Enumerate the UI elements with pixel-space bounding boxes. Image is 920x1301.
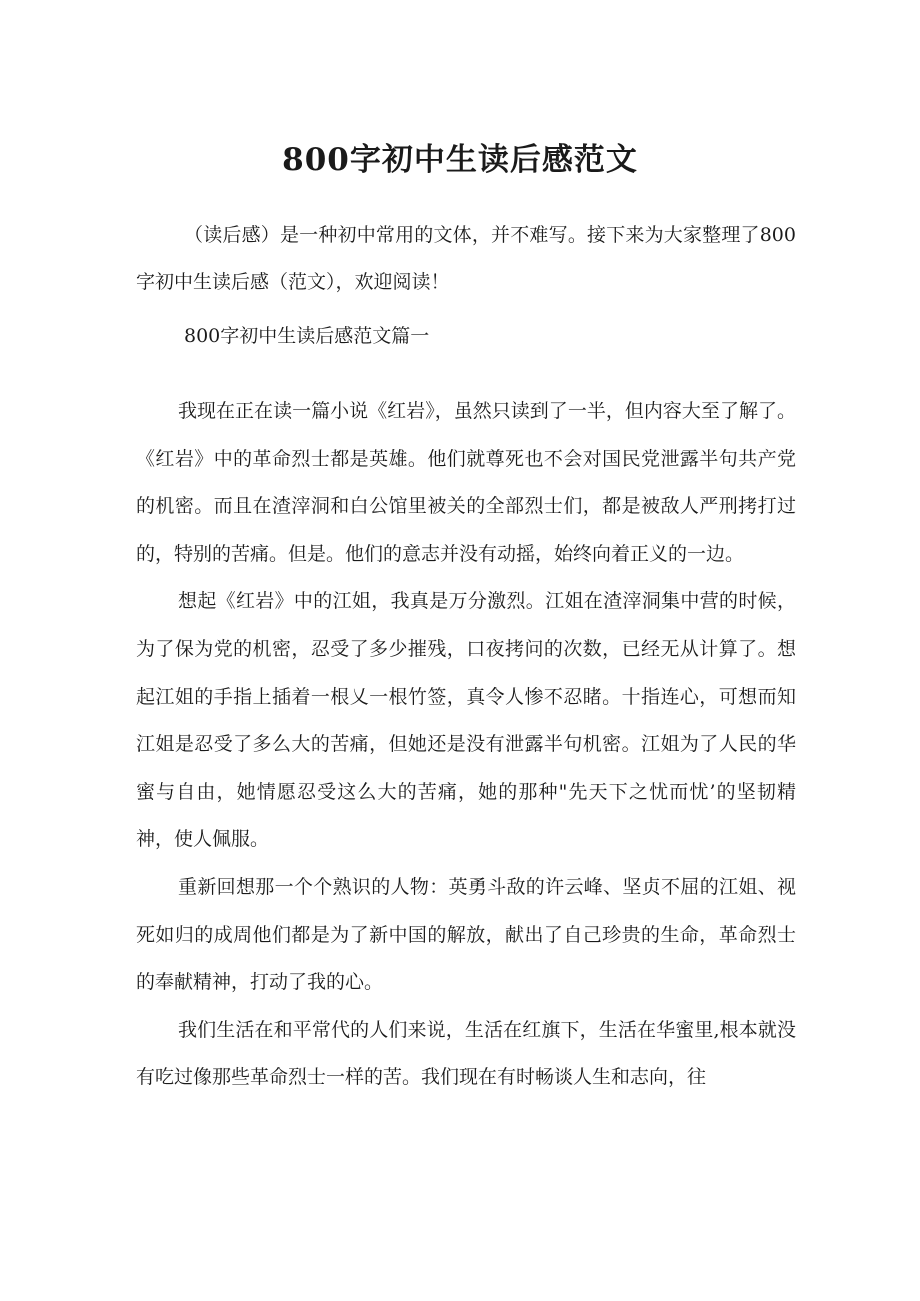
- body-paragraph-2: 想起《红岩》中的江姐，我真是万分激烈。江姐在渣滓洞集中营的时候，为了保为党的机密，忍受了多少摧残，口夜拷问的次数，已经无从计算了。想起江姐的手指上插着一根乂一根竹签，真令人惨不忍睹。十指连心，可想而知江姐是忍受了多么大的苦痛，但她还是没有泄露半句机密。江姐为了人民的华蜜与自由，她情愿忍受这么大的苦痛，她的那种"先天下之忧而忧’的坚韧精神，使人佩服。: [136, 590, 796, 851]
- page-title: 800字初中生读后感范文: [282, 142, 638, 178]
- section-heading: 800字初中生读后感范文篇一: [184, 325, 430, 347]
- body-paragraph-1: 我现在正在读一篇小说《红岩》，虽然只读到了一半，但内容大至了解了。《红岩》中的革命烈士都是英雄。他们就尊死也不会对国民党泄露半句共产党的机密。而且在渣滓洞和白公馆里被关的全部烈士们，都是被敌人严刑拷打过的，特别的苦痛。但是。他们的意志并没有动摇，始终向着正义的一边。: [136, 400, 796, 565]
- body-paragraph-3: 重新回想那一个个熟识的人物：英勇斗敌的许云峰、坚贞不屈的江姐、视死如归的成周他们都是为了新中国的解放，献出了自己珍贵的生命，革命烈士的奉献精神，打动了我的心。: [136, 875, 796, 994]
- body-paragraph-4: 我们生活在和平常代的人们来说，生活在红旗下，生活在华蜜里,根本就没有吃过像那些革命烈士一样的苦。我们现在有时畅谈人生和志向，往: [136, 1018, 796, 1089]
- article-body: [136, 388, 796, 1102]
- intro-paragraph: （读后感）是一种初中常用的文体，并不难写。接下来为大家整理了800字初中生读后感（范文），欢迎阅读！: [136, 224, 796, 293]
